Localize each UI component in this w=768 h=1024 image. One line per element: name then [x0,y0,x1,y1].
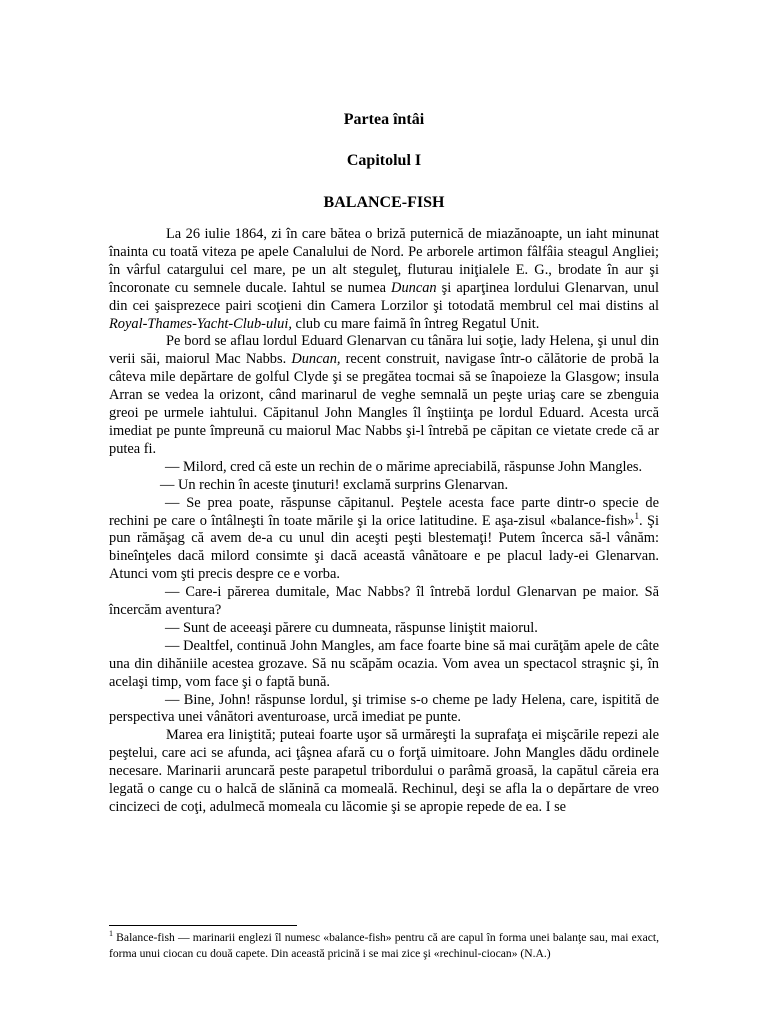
footnote-number: 1 [109,929,113,939]
club-name: Royal-Thames-Yacht-Club-ului, [109,315,292,332]
paragraph-2: Pe bord se aflau lordul Eduard Glenarvan cu tânăra lui soţie, lady Helena, şi unul din verii săi, maiorul Mac Nabbs. Duncan, recent construit, navigase într-o călătorie de probă la câteva mile depărtare de golful Clyde şi se pregătea tocmai să se înapoieze la Glasgow; insula Arran se vedea la orizont, când marinarul de veghe semnală un peşte uriaş care se zbenguia greoi pe urmele iahtului. Căpitanul John Mangles îl înştiinţa pe lordul Eduard. Acesta urcă imediat pe punte împreună cu maiorul Mac Nabbs şi-l întrebă pe căpitan ce vietate crede că ar putea fi. [109,333,659,457]
part-heading: Partea întâi [343,111,425,128]
footnote-ref[interactable]: 1 [634,510,639,521]
chapter-title: BALANCE-FISH [323,194,445,211]
dialogue-line: — Milord, cred că este un rechin de o mărime apreciabilă, răspunse John Mangles. [165,458,643,475]
paragraph-1: La 26 iulie 1864, zi în care bătea o briză puternică de miazănoapte, un iaht minunat înainta cu toată viteza pe apele Canalului de Nord. Pe arborele artimon fâlfâia steagul Angliei; în vârful catargului cel mare, pe un alt steguleţ, fluturau iniţialele E. G., brodate în aur şi încoronate cu semnele ducale. Iahtul se numea Duncan şi aparţinea lordului Glenarvan, unul din cei şaisprezece pairi scoţieni din Camera Lorzilor şi totodată membrul cel mai distins al Royal-Thames-Yacht-Club-ului, club cu mare faimă în întreg Regatul Unit. [109,226,659,332]
dialogue-line: — Dealtfel, continuă John Mangles, am face foarte bine să mai curăţăm apele de câte una din dihăniile acestea grozave. Să nu scăpăm ocazia. Vom avea un spectacol straşnic şi, în acelaşi timp, vom face şi o faptă bună. [109,637,659,690]
chapter-heading: Capitolul I [346,152,422,169]
footnote-text: Balance-fish — marinarii englezi îl numesc «balance-fish» pentru că are capul în forma unei balanţe sau, mai exact, forma unui ciocan cu două capete. Din această pricină i se mai zice şi «rechinul-ciocan» (N.A.) [109,931,659,960]
footnote [109,930,659,962]
footnote-divider [109,925,297,926]
dialogue-line: — Un rechin în aceste ţinuturi! exclamă surprins Glenarvan. [160,476,509,493]
dialogue-line: — Care-i părerea dumitale, Mac Nabbs? îl întrebă lordul Glenarvan pe maior. Să încercăm aventura? [109,584,659,619]
ship-name: Duncan [391,279,437,296]
dialogue-line: — Sunt de aceeaşi părere cu dumneata, răspunse liniştit maiorul. [165,619,538,636]
dialogue-line: — Se prea poate, răspunse căpitanul. Peştele acesta face parte dintr-o specie de rechini pe care o întâlneşti în toate mările şi la orice latitudine. E aşa-zisul «balance-fish»$^1$. Şi pun rămăşag că avem de-a cu unul din aceşti peşti blestemaţi! Putem încerca să-l vânăm: bineînţeles dacă milord consimte şi dacă această vânătoare e pe placul lady-ei Glenarvan. Atunci vom şti precis despre ce e vorba. [109,494,659,583]
chapter-body [109,226,659,817]
paragraph-10: Marea era liniştită; puteai foarte uşor să urmăreşti la suprafaţa ei mişcările repezi ale peştelui, care aci se afunda, aci ţâşnea afară cu o forţă uimitoare. John Mangles dădu ordinele necesare. Marinarii aruncară peste parapetul tribordului o parâmă groasă, la capătul căreia era legată o cange cu o halcă de slănină ca momeală. Rechinul, deşi se afla la o depărtare de vreo cincizeci de coţi, adulmecă momeala cu lăcomie şi se apropie repede de ea. I se [109,727,659,815]
dialogue-line: — Bine, John! răspunse lordul, şi trimise s-o cheme pe lady Helena, care, ispitită de perspectiva unei vânători aventuroase, urcă imediat pe punte. [109,691,659,726]
ship-name: Duncan, [291,351,341,368]
